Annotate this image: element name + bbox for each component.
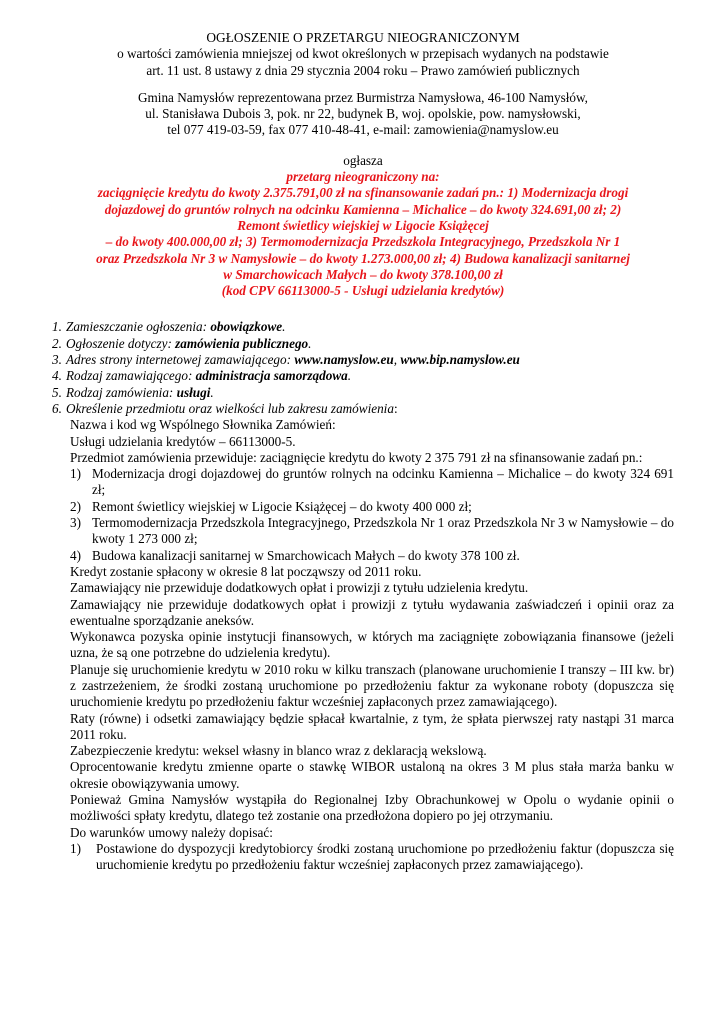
paragraph: Planuje się uruchomienie kredytu w 2010 roku w kilku transzach (planowane uruchomienie I transzy – III kw. br) z zastrzeżeniem, że środki zostaną uruchomione po przedłożeniu faktur za wykonane roboty (dopuszcza się uruchomienie kredytu po przedłożeniu faktur wcześniej zapłaconych przez zamawiającego). xyxy=(70,661,674,710)
tender-subject-line-8: (kod CPV 66113000-5 - Usługi udzielania kredytów) xyxy=(221,283,505,299)
issuer-line-3: tel 077 419-03-59, fax 077 410-48-41, e-mail: zamowienia@namyslow.eu xyxy=(167,122,559,138)
list-item: 3. Adres strony internetowej zamawiającego: www.namyslow.eu, www.bip.namyslow.eu xyxy=(52,352,520,368)
list-item: 4. Rodzaj zamawiającego: administracja samorządowa. xyxy=(52,368,352,384)
document-title: OGŁOSZENIE O PRZETARGU NIEOGRANICZONYM xyxy=(206,30,520,45)
tender-subject-line-5: – do kwoty 400.000,00 zł; 3) Termomodernizacja Przedszkola Integracyjnego, Przedszkola Nr 1 xyxy=(105,234,621,250)
task-item: 3) Termomodernizacja Przedszkola Integracyjnego, Przedszkola Nr 1 oraz Przedszkola Nr 3 w Namysłowie – do kwoty 1 273 000 zł; xyxy=(70,515,674,547)
task-item: 4) Budowa kanalizacji sanitarnej w Smarchowicach Małych – do kwoty 378 100 zł. xyxy=(70,547,520,563)
paragraph: Kredyt zostanie spłacony w okresie 8 lat począwszy od 2011 roku. xyxy=(70,563,422,579)
condition-item: 1) Postawione do dyspozycji kredytobiorcy środki zostaną uruchomione po przedłożeniu faktur (dopuszcza się uruchomienie kredytu po przedłożeniu faktur wcześniej zapłaconych przez zamawiającego). xyxy=(70,840,674,873)
paragraph: Ponieważ Gmina Namysłów wystąpiła do Regionalnej Izby Obrachunkowej w Opolu o wydanie opinii o możliwości spłaty kredytu, dlatego też zostanie ona przedłożona dopiero po jej otrzymaniu. xyxy=(70,792,674,824)
tender-subject-line-3: dojazdowej do gruntów rolnych na odcinku Kamienna – Michalice – do kwoty 324.691,00 zł; 2) xyxy=(104,201,622,217)
paragraph: Oprocentowanie kredytu zmienne oparte o stawkę WIBOR ustaloną na okres 3 M plus stała marża banku w okresie obowiązywania umowy. xyxy=(70,759,674,791)
list-item: 1. Zamieszczanie ogłoszenia: obowiązkowe. xyxy=(52,319,286,335)
list-item: 6. Określenie przedmiotu oraz wielkości lub zakresu zamówienia: xyxy=(52,400,398,416)
tender-subject-line-6: oraz Przedszkola Nr 3 w Namysłowie – do kwoty 1.273.000,00 zł; 4) Budowa kanalizacji sanitarnej xyxy=(96,250,630,266)
paragraph: Do warunków umowy należy dopisać: xyxy=(70,824,273,840)
paragraph: Zamawiający nie przewiduje dodatkowych opłat i prowizji z tytułu wydawania zaświadczeń i opinii oraz za ewentualne sporządzanie aneksów. xyxy=(70,596,674,628)
tender-subject-block xyxy=(52,169,674,299)
paragraph: Raty (równe) i odsetki zamawiający będzie spłacał kwartalnie, z tym, że spłata pierwszej raty nastąpi 31 marca 2011 roku. xyxy=(70,710,674,742)
bip-website-link[interactable]: www.bip.namyslow.eu xyxy=(400,352,520,368)
order-description xyxy=(70,450,674,874)
issuer-line-1: Gmina Namysłów reprezentowana przez Burmistrza Namysłowa, 46-100 Namysłów, xyxy=(138,89,588,105)
cpv-block xyxy=(70,417,674,450)
paragraph: Wykonawca pozyska opinie instytucji finansowych, w których ma zaciągnięte zobowiązania finansowe (jeżeli uzna, że są one potrzebne do udzielenia kredytu). xyxy=(70,629,674,661)
tender-subject-line-7: w Smarchowicach Małych – do kwoty 378.100,00 zł xyxy=(223,266,503,282)
numbered-items xyxy=(52,319,674,417)
cpv-line-1: Nazwa i kod wg Wspólnego Słownika Zamówień: xyxy=(70,417,336,433)
subtitle-line-2: art. 11 ust. 8 ustawy z dnia 29 stycznia 2004 roku – Prawo zamówień publicznych xyxy=(146,62,580,78)
subtitle-line-1: o wartości zamówienia mniejszej od kwot określonych w przepisach wydanych na podstawie xyxy=(117,46,609,62)
intro-paragraph: Przedmiot zamówienia przewiduje: zaciągnięcie kredytu do kwoty 2 375 791 zł na sfinansowanie zadań pn.: xyxy=(70,449,643,465)
list-item: 5. Rodzaj zamówienia: usługi. xyxy=(52,384,214,400)
task-item: 2) Remont świetlicy wiejskiej w Ligocie Książęcej – do kwoty 400 000 zł; xyxy=(70,498,472,514)
paragraph: Zabezpieczenie kredytu: weksel własny in blanco wraz z deklaracją wekslową. xyxy=(70,743,487,759)
tender-subject-line-4: Remont świetlicy wiejskiej w Ligocie Książęcej xyxy=(237,217,489,233)
task-item: 1) Modernizacja drogi dojazdowej do gruntów rolnych na odcinku Kamienna – Michalice – do kwoty 324 691 zł; xyxy=(70,466,674,498)
announces-label: ogłasza xyxy=(343,152,383,168)
issuer-line-2: ul. Stanisława Dubois 3, pok. nr 22, budynek B, woj. opolskie, pow. namysłowski, xyxy=(145,106,581,122)
list-item: 2. Ogłoszenie dotyczy: zamówienia publicznego. xyxy=(52,335,312,351)
cpv-line-2: Usługi udzielania kredytów – 66113000-5. xyxy=(70,433,296,449)
paragraph: Zamawiający nie przewiduje dodatkowych opłat i prowizji z tytułu udzielenia kredytu. xyxy=(70,580,529,596)
document-page xyxy=(52,30,674,874)
website-link[interactable]: www.namyslow.eu xyxy=(294,352,394,368)
tender-subject-line-1: przetarg nieograniczony na: xyxy=(286,169,440,185)
tender-subject-line-2: zaciągnięcie kredytu do kwoty 2.375.791,00 zł na sfinansowanie zadań pn.: 1) Modernizacja drogi xyxy=(97,185,629,201)
